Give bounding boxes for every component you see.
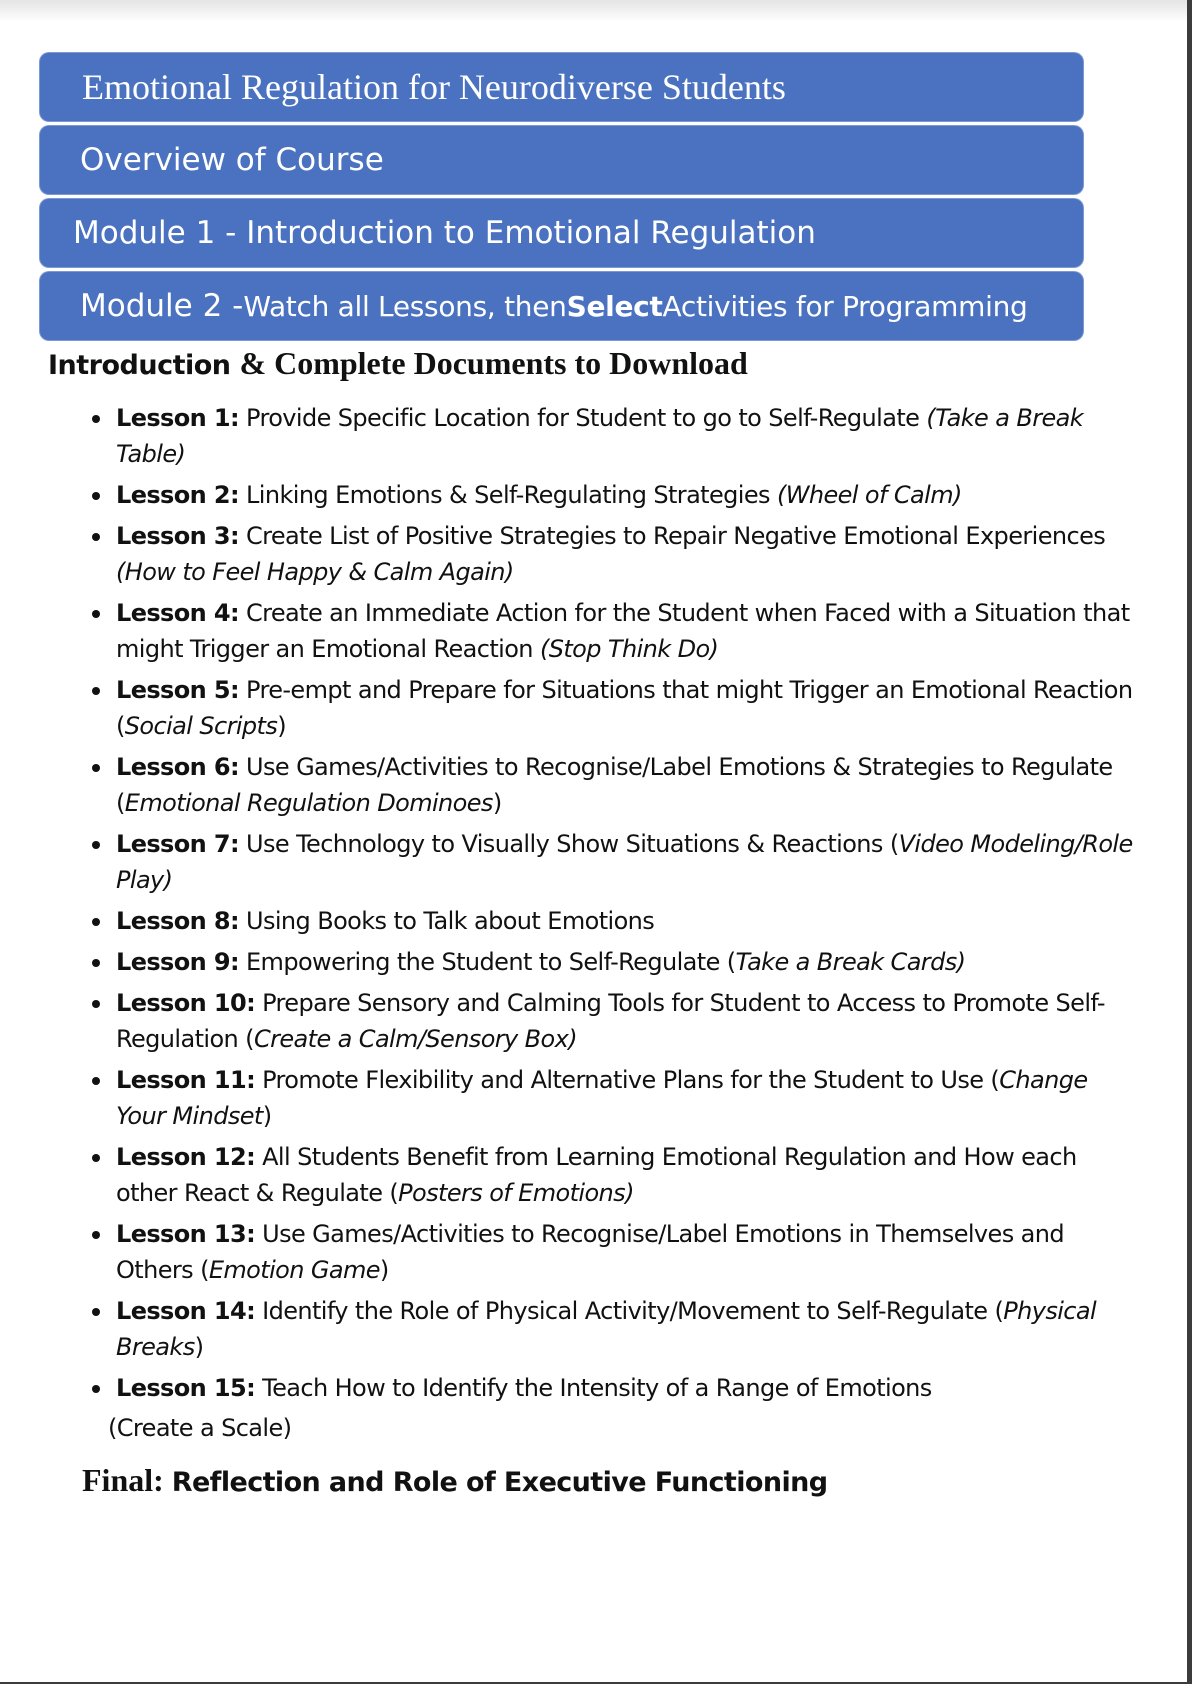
lesson-suffix: ) [379,1256,389,1284]
lesson-text: Empowering the Student to Self-Regulate ( [238,948,736,976]
lesson-text: Linking Emotions & Self-Regulating Strategies [238,481,777,509]
lesson-text: Use Games/Activities to Recognise/Label Emotions & Strategies to Regulate ( [116,753,1113,817]
lesson-item-10 [116,985,1136,1057]
lesson-label: Lesson 1: [116,404,239,432]
lesson-activity: Take a Break Cards) [735,948,966,976]
lesson-text: Pre-empt and Prepare for Situations that might Trigger an Emotional Reaction ( [116,676,1133,740]
lesson-label: Lesson 13: [116,1220,256,1248]
lesson-item-3 [116,518,1136,590]
lesson-label: Lesson 10: [116,989,256,1017]
module-1-banner[interactable] [40,199,1083,267]
lesson-label: Lesson 9: [116,948,239,976]
lesson-item-14 [116,1293,1136,1365]
lesson-text: Create List of Positive Strategies to Repair Negative Emotional Experiences [238,522,1106,550]
section-heading [48,345,748,382]
viewer-frame-right [1187,0,1192,1684]
lesson-label: Lesson 15: [116,1374,256,1402]
lesson-text: Teach How to Identify the Intensity of a Range of Emotions [255,1374,932,1402]
overview-label: Overview of Course [80,142,384,178]
lesson-label: Lesson 12: [116,1143,256,1171]
overview-banner[interactable] [40,126,1083,194]
lesson-label: Lesson 6: [116,753,239,781]
lesson-activity: Create a Calm/Sensory Box) [253,1025,578,1053]
lesson-activity: (Wheel of Calm) [776,481,962,509]
lesson-text: Use Games/Activities to Recognise/Label Emotions in Themselves and Others ( [116,1220,1064,1284]
lesson-activity: Video Modeling/Role Play) [116,830,1133,894]
lesson-label: Lesson 8: [116,907,239,935]
module-1-label: Module 1 - Introduction to Emotional Regulation [73,215,816,251]
module-2-desc-1: Watch all Lessons, then [243,289,567,323]
lesson-item-13 [116,1216,1136,1288]
lesson-label: Lesson 2: [116,481,239,509]
lesson-label: Lesson 11: [116,1066,256,1094]
course-title: Emotional Regulation for Neurodiverse Students [82,67,786,107]
lesson-text: Promote Flexibility and Alternative Plans for the Student to Use ( [255,1066,1000,1094]
course-title-banner[interactable] [40,53,1083,121]
lesson-item-15 [108,1370,1136,1446]
lesson-label: Lesson 3: [116,522,239,550]
lesson-suffix: ) [194,1333,204,1361]
lesson-item-7 [116,826,1136,898]
page-top-shadow [0,0,1187,22]
lesson-suffix: ) [262,1102,272,1130]
final-heading [82,1462,827,1499]
lesson-item-9 [116,944,1136,980]
module-2-banner[interactable] [40,272,1083,340]
lesson-item-6 [116,749,1136,821]
lesson-text: Provide Specific Location for Student to go to Self-Regulate [238,404,927,432]
lesson-item-5 [116,672,1136,744]
lesson-label: Lesson 5: [116,676,239,704]
lesson-activity: (Stop Think Do) [539,635,719,663]
lesson-text: All Students Benefit from Learning Emotional Regulation and How each other React & Regulate ( [116,1143,1077,1207]
lesson-label: Lesson 7: [116,830,239,858]
lesson-activity: Physical Breaks [116,1297,1097,1361]
lesson-suffix: ) [492,789,502,817]
final-text: Reflection and Role of Executive Functioning [171,1467,828,1498]
lesson-label: Lesson 4: [116,599,239,627]
lesson-item-8 [116,903,1136,939]
module-2-label: Module 2 - [80,288,244,324]
lesson-activity: Social Scripts [124,712,278,740]
lesson-activity: Emotional Regulation Dominoes [124,789,493,817]
lesson-suffix: ) [277,712,287,740]
lesson-item-11 [116,1062,1136,1134]
lesson-activity: Change Your Mindset [116,1066,1088,1130]
lesson-activity: Posters of Emotions) [398,1179,634,1207]
lesson-activity: (Take a Break Table) [116,404,1084,468]
lesson-item-1 [116,400,1136,472]
module-2-desc-2: Activities for Programming [662,289,1028,323]
lesson-activity: (Create a Scale) [108,1414,292,1442]
lesson-label: Lesson 14: [116,1297,256,1325]
lesson-text: Use Technology to Visually Show Situations & Reactions ( [238,830,899,858]
section-heading-rest: & Complete Documents to Download [239,345,748,381]
lesson-activity: (How to Feel Happy & Calm Again) [116,558,514,586]
lesson-text: Using Books to Talk about Emotions [238,907,655,935]
lesson-activity: Emotion Game [208,1256,380,1284]
lesson-item-12 [116,1139,1136,1211]
section-heading-intro: Introduction [48,350,240,381]
final-label: Final: [82,1462,172,1498]
lesson-text: Prepare Sensory and Calming Tools for Student to Access to Promote Self-Regulation ( [116,989,1105,1053]
lesson-item-2 [116,477,1136,513]
module-2-select: Select [566,289,663,323]
lesson-text: Create an Immediate Action for the Student when Faced with a Situation that might Trigger an Emotional Reaction [116,599,1130,663]
lesson-item-4 [116,595,1136,667]
lesson-list [108,400,1136,1451]
lesson-text: Identify the Role of Physical Activity/Movement to Self-Regulate ( [255,1297,1004,1325]
